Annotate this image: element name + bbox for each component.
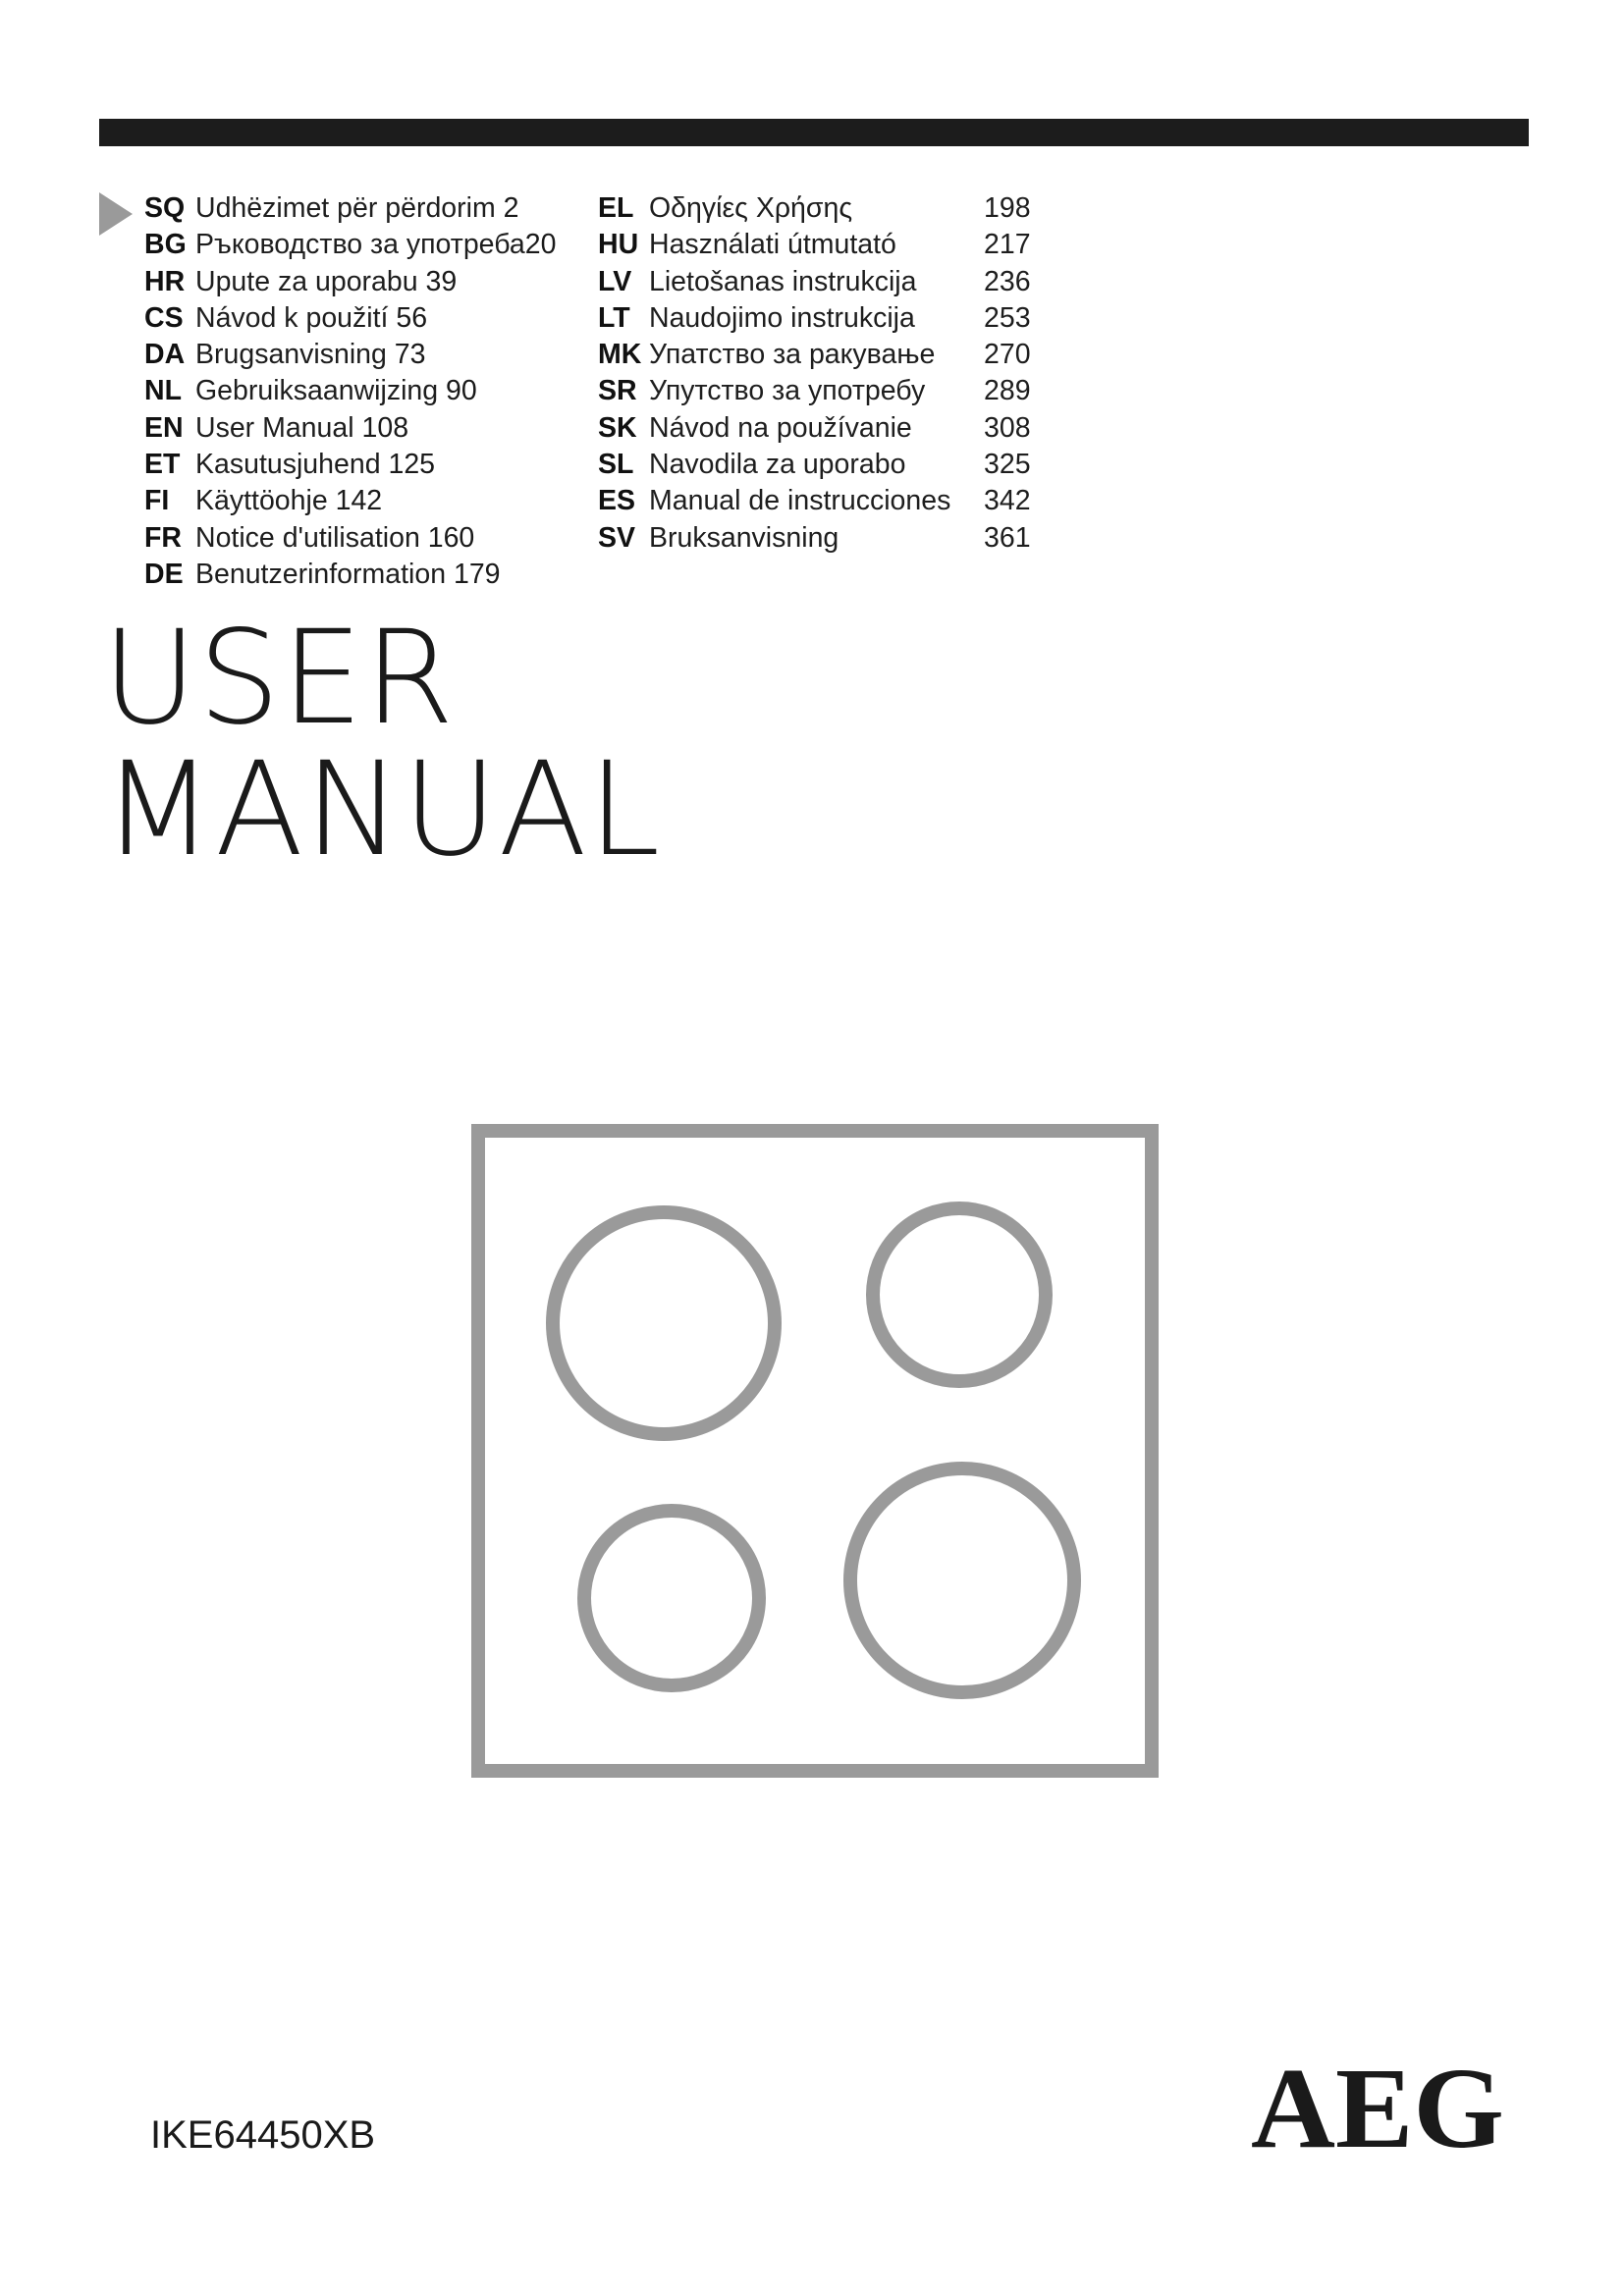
language-title: Notice d'utilisation [195, 521, 420, 554]
language-entry[interactable] [598, 373, 1031, 409]
language-title: Udhëzimet për përdorim [195, 192, 496, 224]
language-entry[interactable] [144, 373, 556, 409]
page-number: 2 [503, 192, 519, 224]
language-code: HU [598, 229, 639, 261]
aeg-logo [1251, 2054, 1506, 2162]
document-title-line-2: MANUAL [102, 734, 662, 885]
language-title: Naudojimo instrukcija [649, 301, 915, 334]
language-entry[interactable] [598, 410, 1031, 447]
language-code: DA [144, 339, 186, 371]
language-code: LV [598, 265, 632, 297]
page-number: 342 [984, 485, 1031, 517]
language-code: SK [598, 411, 637, 444]
language-code: NL [144, 375, 182, 407]
language-title: Navodila za uporabo [649, 449, 906, 481]
language-code: DE [144, 558, 184, 590]
language-title: Ръководство за употреба [195, 229, 525, 261]
language-title: User Manual [195, 411, 354, 444]
page-number: 236 [984, 265, 1031, 297]
page-number: 179 [453, 558, 501, 590]
language-entry[interactable] [598, 337, 1031, 373]
page-number: 56 [396, 301, 428, 334]
brand-logo-text: AEG [1251, 2054, 1504, 2162]
language-code: HR [144, 265, 186, 297]
cooking-zone-front-right [850, 1468, 1074, 1692]
cooking-zone-front-left-small [584, 1511, 759, 1685]
language-title: Упутство за употребу [649, 375, 926, 407]
language-entry[interactable] [598, 300, 1031, 337]
page-number: 20 [524, 229, 557, 261]
language-code: CS [144, 301, 184, 334]
language-code: EL [598, 192, 634, 224]
language-entry[interactable] [144, 300, 556, 337]
language-code: MK [598, 339, 642, 371]
language-code: SR [598, 375, 637, 407]
language-entry[interactable] [144, 447, 556, 483]
triangle-arrow-icon [99, 192, 133, 236]
language-entry[interactable] [598, 447, 1031, 483]
page-number: 253 [984, 301, 1031, 334]
language-entry[interactable] [598, 227, 1031, 263]
page-number: 217 [984, 229, 1031, 261]
language-entry[interactable] [144, 264, 556, 300]
language-title: Bruksanvisning [649, 521, 839, 554]
page-number: 308 [984, 411, 1031, 444]
document-title-line-1: USER [102, 603, 456, 754]
language-code: FI [144, 485, 170, 517]
page-number: 361 [984, 521, 1031, 554]
language-title: Manual de instrucciones [649, 485, 951, 517]
language-title: Návod k použití [195, 301, 389, 334]
language-entry[interactable] [144, 337, 556, 373]
language-title: Benutzerinformation [195, 558, 447, 590]
language-entry[interactable] [598, 483, 1031, 519]
page-number: 160 [427, 521, 475, 554]
language-title: Οδηγίες Χρήσης [649, 192, 853, 224]
hob-outline [478, 1131, 1152, 1771]
language-code: ET [144, 449, 181, 481]
page-number: 108 [361, 411, 409, 444]
language-title: Használati útmutató [649, 229, 896, 261]
page-number: 73 [394, 339, 426, 371]
page-number: 39 [425, 265, 458, 297]
language-title: Brugsanvisning [195, 339, 387, 371]
language-list-column-2 [598, 190, 1031, 557]
language-list-column-1 [144, 190, 556, 593]
cooking-zone-front-left [553, 1212, 775, 1434]
language-title: Návod na používanie [649, 411, 912, 444]
language-entry[interactable] [144, 227, 556, 263]
language-entry[interactable] [144, 557, 556, 593]
language-entry[interactable] [144, 410, 556, 447]
language-title: Упатство за ракување [649, 339, 936, 371]
page-number: 125 [388, 449, 436, 481]
page-number: 289 [984, 375, 1031, 407]
language-code: SQ [144, 192, 186, 224]
language-entry[interactable] [598, 264, 1031, 300]
language-entry[interactable] [598, 520, 1031, 557]
language-title: Gebruiksaanwijzing [195, 375, 439, 407]
language-title: Upute za uporabu [195, 265, 418, 297]
language-code: BG [144, 229, 187, 261]
page-number: 142 [335, 485, 383, 517]
language-entry[interactable] [144, 520, 556, 557]
language-code: EN [144, 411, 184, 444]
language-entry[interactable] [598, 190, 1031, 227]
top-bar [99, 119, 1529, 146]
language-code: LT [598, 301, 630, 334]
language-title: Lietošanas instrukcija [649, 265, 917, 297]
language-title: Käyttöohje [195, 485, 328, 517]
language-code: SL [598, 449, 634, 481]
model-number: IKE64450XB [150, 2113, 376, 2157]
language-entry[interactable] [144, 483, 556, 519]
cooking-zone-rear-right [873, 1208, 1046, 1381]
language-code: FR [144, 521, 182, 554]
hob-cooktop-icon [471, 1124, 1159, 1778]
language-code: SV [598, 521, 636, 554]
page-number: 270 [984, 339, 1031, 371]
page-number: 90 [446, 375, 477, 407]
language-code: ES [598, 485, 636, 517]
language-entry[interactable] [144, 190, 556, 227]
page-number: 325 [984, 449, 1031, 481]
language-title: Kasutusjuhend [195, 449, 381, 481]
page-number: 198 [984, 192, 1031, 224]
